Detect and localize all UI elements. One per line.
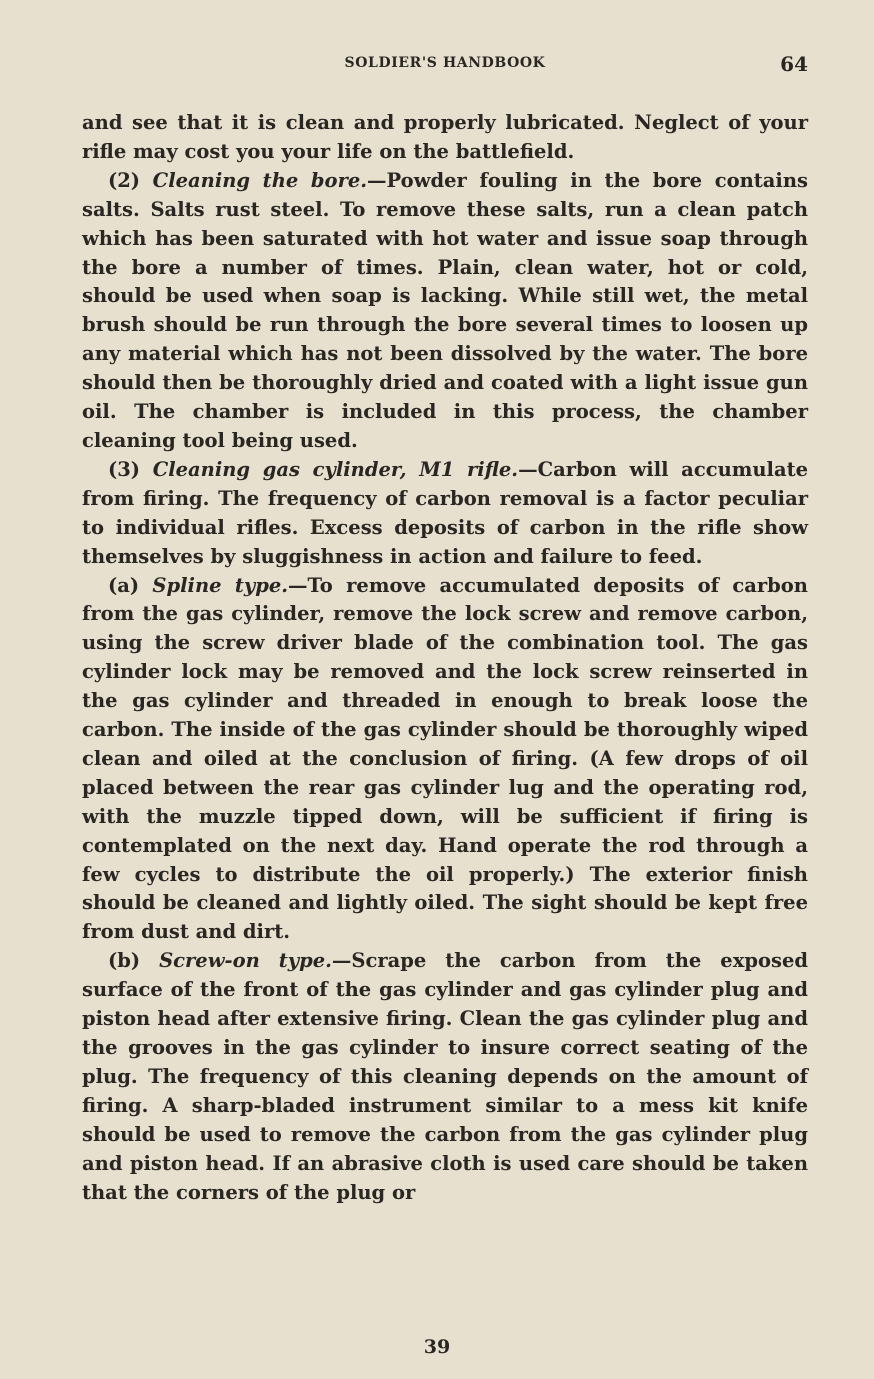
- running-title: SOLDIER'S HANDBOOK: [344, 55, 546, 71]
- paragraph-heading: Cleaning the bore.: [152, 168, 368, 192]
- paragraph-text: and see that it is clean and properly lubricated. Neglect of your rifle may cost you your life on the battlefield.: [82, 111, 808, 163]
- paragraph-number: (3): [108, 457, 153, 481]
- paragraph-heading: Spline type.: [152, 573, 289, 597]
- paragraph-continuation: [82, 109, 808, 167]
- page-header: [82, 52, 808, 78]
- paragraph-heading: Screw-on type.: [159, 949, 332, 973]
- header-page-number: 64: [780, 52, 808, 76]
- paragraph-text: —Powder fouling in the bore contains salts. Salts rust steel. To remove these salts, run a clean patch which has been saturated with hot water and issue soap through the bore a number of times. Plain, clean water, hot or cold, should be used when soap is lacking. While still wet, the metal brush should be run through the bore several times to loosen up any material which has not been dissolved by the water. The bore should then be thoroughly dried and coated with a light issue gun oil. The chamber is included in this process, the chamber cleaning tool being used.: [82, 168, 808, 452]
- paragraph-screw-on-type: [82, 947, 808, 1207]
- paragraph-heading: Cleaning gas cylinder, M1 rifle.: [152, 457, 519, 481]
- paragraph-number: (a): [108, 573, 153, 597]
- paragraph-cleaning-bore: [82, 167, 808, 456]
- paragraph-text: —Scrape the carbon from the exposed surface of the front of the gas cylinder and gas cylinder plug and piston head after extensive firing. Clean the gas cylinder plug and the grooves in the gas cylinder to insure correct seating of the plug. The frequency of this cleaning depends on the amount of firing. A sharp-bladed instrument similar to a mess kit knife should be used to remove the carbon from the gas cylinder plug and piston head. If an abrasive cloth is used care should be taken that the corners of the plug or: [82, 949, 808, 1204]
- body-text: [82, 109, 808, 1207]
- paragraph-gas-cylinder: [82, 456, 808, 572]
- footer-page-number: 39: [423, 1336, 451, 1358]
- paragraph-number: (b): [108, 949, 160, 973]
- paragraph-spline-type: [82, 572, 808, 948]
- paragraph-text: —Carbon will accumulate from firing. The frequency of carbon removal is a factor peculiar to individual rifles. Excess deposits of carbon in the rifle show themselves by sluggishness in action and failure to feed.: [82, 457, 809, 568]
- paragraph-text: —To remove accumulated deposits of carbon from the gas cylinder, remove the lock screw and remove carbon, using the screw driver blade of the combination tool. The gas cylinder lock may be removed and the lock screw reinserted in the gas cylinder and threaded in enough to break loose the carbon. The inside of the gas cylinder should be thoroughly wiped clean and oiled at the conclusion of firing. (A few drops of oil placed between the rear gas cylinder lug and the operating rod, with the muzzle tipped down, will be sufficient if firing is contemplated on the next day. Hand operate the rod through a few cycles to distribute the oil properly.) The exterior finish should be cleaned and lightly oiled. The sight should be kept free from dust and dirt.: [82, 573, 808, 944]
- paragraph-number: (2): [108, 168, 153, 192]
